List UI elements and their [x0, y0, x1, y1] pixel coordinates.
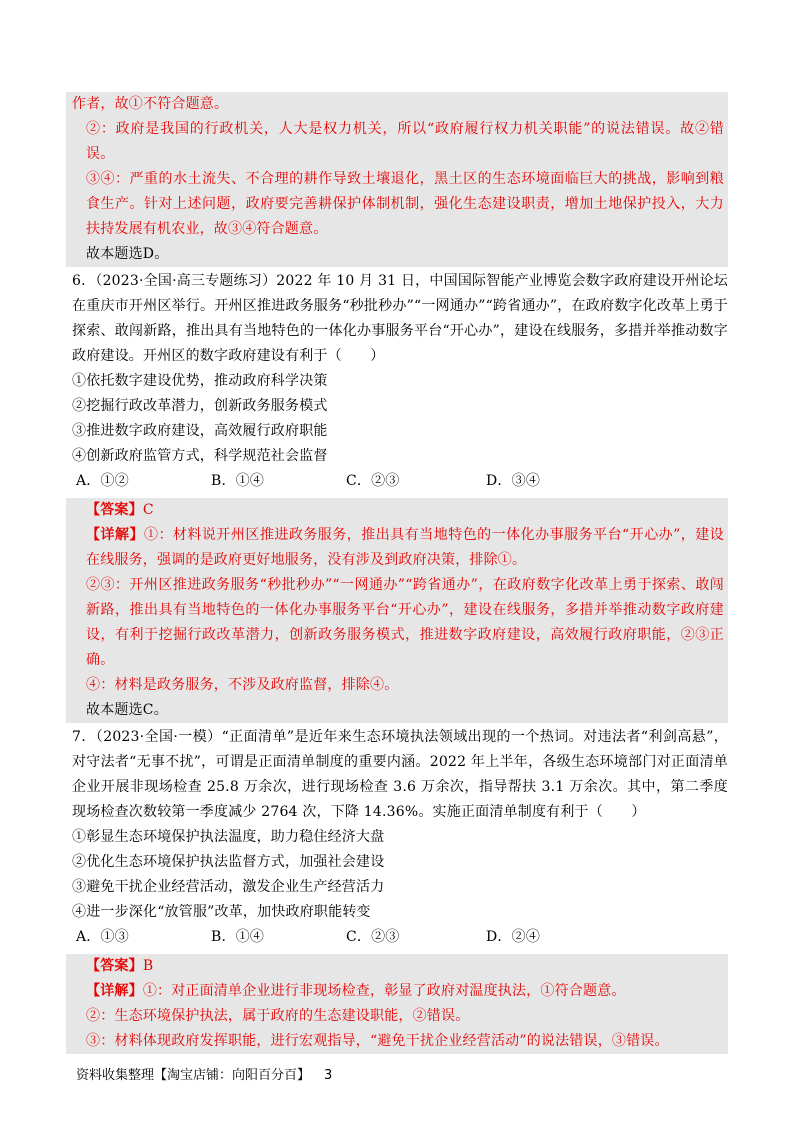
statement-item: ④进一步深化“放管服”改革，加快政府职能转变 — [72, 904, 371, 920]
explanation-line: 作者，故①不符合题意。 — [72, 96, 229, 112]
detail-text: ①：材料说开州区推进政务服务，推出具有当地特色的一体化办事服务平台“开心办”，建设在线服务，强调的是政府更好地服务，没有涉及到政府决策，排除①。 — [86, 527, 724, 568]
detail-label: 【详解】 — [86, 527, 144, 543]
detail-line: ②：生态环境保护执法，属于政府的生态建设职能，②错误。 — [86, 1008, 470, 1024]
answer-value: B — [142, 958, 154, 974]
answer-block-6 — [66, 498, 728, 723]
question-stem: 6．（2023·全国·高三专题练习）2022 年 10 月 31 日，中国国际智能产业博览会数字政府建设开州论坛在重庆市开州区举行。开州区推进政务服务“秒批秒办”“一网通办”“跨省通办”，在政府数字化改革上勇于探索、敢闯新路，推出具有当地特色的一体化办事服务平台“开心办”，建设在线服务，多措并举推动数字政府建设。开州区的数字政府建设有利于（ ） — [72, 273, 728, 364]
option-c: C．②③ — [346, 473, 400, 489]
answer-line — [72, 498, 724, 523]
answer-line — [72, 954, 724, 979]
statement-item: ③推进数字政府建设，高效履行政府职能 — [72, 423, 328, 439]
question-7 — [66, 725, 728, 950]
detail-text: ①：对正面清单企业进行非现场检查，彰显了政府对温度执法，①符合题意。 — [142, 983, 626, 999]
detail-label: 【详解】 — [86, 983, 143, 999]
explanation-line: ②：政府是我国的行政机关，人大是权力机关，所以“政府履行权力机关职能”的说法错误。故②错误。 — [86, 121, 724, 162]
answer-block-7 — [66, 954, 728, 1054]
detail-line — [72, 523, 724, 573]
option-a: A．①③ — [76, 929, 129, 945]
detail-line: ③：材料体现政府发挥职能，进行宏观指导，“避免干扰企业经营活动”的说法错误，③错误。 — [86, 1033, 669, 1049]
answer-value: C — [142, 502, 154, 518]
option-row — [66, 925, 728, 950]
option-row — [66, 469, 728, 494]
option-c: C．②③ — [346, 929, 400, 945]
detail-line: ④：材料是政务服务，不涉及政府监督，排除④。 — [86, 677, 399, 693]
option-a: A．①② — [76, 473, 129, 489]
footer-text: 资料收集整理【淘宝店铺：向阳百分百】 — [76, 1068, 311, 1083]
statement-item: ②挖掘行政改革潜力，创新政务服务模式 — [72, 398, 328, 414]
question-stem: 7．（2023·全国·一模）“正面清单”是近年来生态环境执法领域出现的一个热词。对违法者“利剑高悬”，对守法者“无事不扰”，可谓是正面清单制度的重要内涵。2022 年上半年，各级生态环境部门对正面清单企业开展非现场检查 25.8 万余次，进行现场检查 3.6 万余次，指导帮扶 3.1 万余次。其中，第二季度现场检查次数较第一季度减少 2764 次，下降 14.36%。实施正面清单制度有利于（ ） — [72, 729, 728, 820]
statement-item: ②优化生态环境保护执法监督方式，加强社会建设 — [72, 854, 385, 870]
statement-item: ①依托数字建设优势，推动政府科学决策 — [72, 373, 328, 389]
previous-explanation — [66, 92, 728, 267]
detail-conclusion: 故本题选C。 — [86, 702, 168, 718]
option-b: B．①④ — [211, 473, 265, 489]
option-b: B．①④ — [211, 929, 265, 945]
detail-line: ②③：开州区推进政务服务“秒批秒办”“一网通办”“跨省通办”，在政府数字化改革上勇于探索、敢闯新路，推出具有当地特色的一体化办事服务平台“开心办”，建设在线服务，多措并举推动数字政府建设，有利于挖掘行政改革潜力，创新政务服务模式，推进数字政府建设，高效履行政府职能，②③正确。 — [86, 577, 724, 668]
statement-item: ①彰显生态环境保护执法温度，助力稳住经济大盘 — [72, 829, 385, 845]
statement-item: ④创新政府监管方式，科学规范社会监督 — [72, 448, 328, 464]
question-6 — [66, 269, 728, 494]
explanation-conclusion: 故本题选D。 — [86, 246, 169, 262]
page-footer — [76, 1066, 332, 1086]
answer-label: 【答案】 — [86, 502, 143, 518]
statement-item: ③避免干扰企业经营活动，激发企业生产经营活力 — [72, 879, 385, 895]
answer-label: 【答案】 — [86, 958, 143, 974]
explanation-line: ③④：严重的水土流失、不合理的耕作导致土壤退化，黑土区的生态环境面临巨大的挑战，影响到粮食生产。针对上述问题，政府要完善耕保护体制机制，强化生态建设职责，增加土地保护投入，大力扶持发展有机农业，故③④符合题意。 — [86, 171, 724, 237]
option-d: D．②④ — [486, 929, 541, 945]
page-content — [66, 92, 728, 1054]
detail-line — [72, 979, 724, 1004]
page-number: 3 — [324, 1068, 333, 1083]
option-d: D．③④ — [486, 473, 541, 489]
